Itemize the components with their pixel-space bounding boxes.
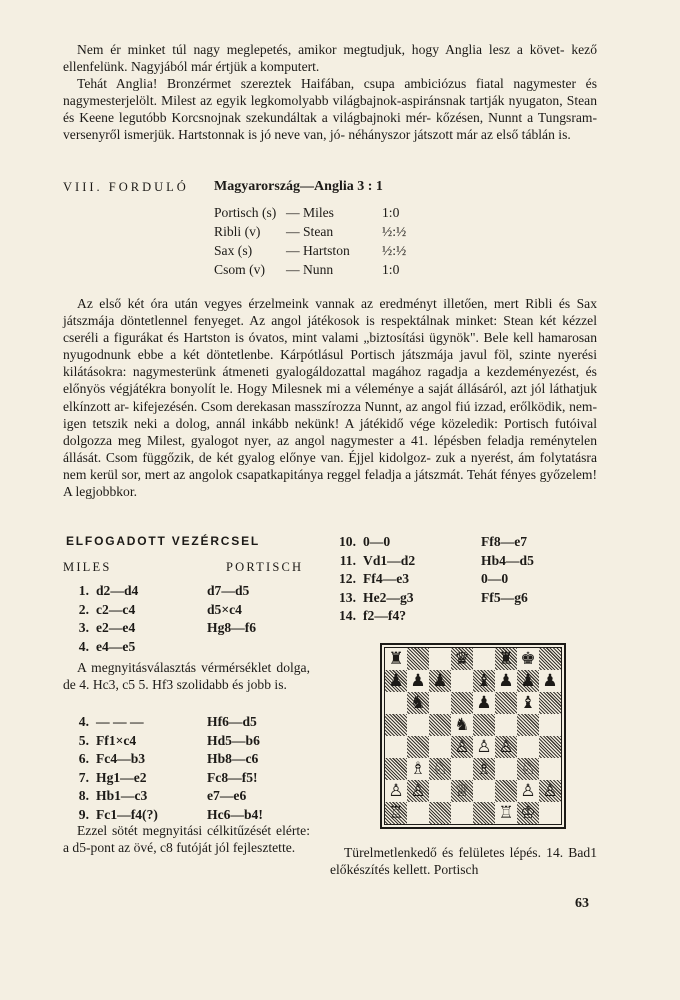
text-line: és Sax játszmája döntetlennel fenyeget. Az angol játékosok is respektálnak minket: — [63, 296, 597, 329]
move-row — [63, 582, 256, 601]
move-number: 12. — [339, 571, 356, 586]
text-line: A megnyitásválasztás vérmérséklet — [77, 660, 272, 675]
black-move: Hb8—c6 — [207, 751, 259, 766]
move-row — [63, 713, 263, 732]
board-square — [385, 780, 407, 802]
board-square — [451, 648, 473, 670]
chess-piece: ♖ — [498, 802, 514, 823]
board-square — [407, 758, 429, 780]
away-player: — Nunn — [286, 262, 334, 277]
move-number: 9. — [78, 806, 89, 822]
move-number: 13. — [339, 589, 356, 605]
home-player: Csom (v) — [214, 262, 265, 277]
board-square — [495, 802, 517, 824]
results-table — [214, 203, 422, 279]
board-square — [385, 758, 407, 780]
move-number: 11. — [339, 552, 356, 568]
white-player-name: MILES — [63, 560, 112, 574]
board-square — [539, 648, 561, 670]
home-player: Ribli (v) — [214, 224, 261, 239]
text-line: le. Hogy Milesnek mi a véleménye a saját állásáról, azt jól láthatjuk elkínzott ar- — [63, 381, 597, 414]
white-move: Fc4—b3 — [96, 751, 146, 766]
move-row — [63, 619, 256, 638]
board-square — [539, 758, 561, 780]
board-square — [451, 736, 473, 758]
move-number: 10. — [339, 534, 356, 549]
round-label: VIII. FORDULÓ — [63, 180, 189, 194]
board-square — [429, 648, 451, 670]
board-square — [385, 692, 407, 714]
text-line: kező ellenfelünk. Nagyjából már értjük a komputert. — [63, 42, 597, 75]
score: ½:½ — [382, 243, 407, 258]
text-line: dolga, de 4. Hc3, c5 5. Hf3 szolidabb — [63, 660, 310, 693]
move-number: 2. — [78, 601, 89, 617]
move-list — [63, 713, 263, 824]
black-move: 0—0 — [481, 571, 509, 586]
board-square — [495, 736, 517, 758]
chess-board — [384, 647, 562, 825]
chess-piece: ♙ — [476, 736, 492, 757]
move-row — [63, 769, 263, 788]
chess-piece: ♛ — [454, 648, 470, 669]
white-move: — — — — [96, 714, 144, 729]
white-move: e4—e5 — [96, 638, 136, 654]
annotation — [63, 659, 310, 694]
board-square — [385, 648, 407, 670]
diagram-caption — [330, 844, 597, 879]
black-move: e7—e6 — [207, 788, 247, 803]
move-list — [330, 533, 534, 626]
text-line: Ezzel sötét megnyitási célkitűzését — [77, 823, 272, 838]
white-move: Hb1—c3 — [96, 788, 148, 803]
black-move: Hf6—d5 — [207, 714, 257, 729]
board-square — [539, 780, 561, 802]
board-square — [473, 648, 495, 670]
move-number: 5. — [78, 732, 89, 748]
chess-piece: ♜ — [498, 648, 514, 669]
text-line: gyalogáldozattal magához ragadja a kezdeményezést, és előnyös végjátékra bonyolít — [63, 364, 597, 397]
score: 1:0 — [382, 262, 400, 277]
white-move: Fc1—f4(?) — [96, 806, 158, 822]
board-square — [517, 692, 539, 714]
board-square — [473, 692, 495, 714]
white-move: f2—f4? — [363, 608, 407, 623]
board-square — [495, 670, 517, 692]
text-line: néhányszor játszott már az első táblán is. — [348, 127, 571, 143]
score: ½:½ — [382, 224, 407, 239]
board-square — [517, 714, 539, 736]
text-line: és nagymesterjelölt. Milest az egyik legkomolyabb világbajnok-aspiránsnak tartják — [63, 76, 597, 109]
chess-piece: ♜ — [388, 648, 404, 669]
text-line: feladja reménytelen állását. Csom függőzik, de két gyalog előnye van. Éjjel kidolgoz- — [63, 432, 597, 465]
text-line: fejlesztette. — [232, 840, 296, 856]
chess-piece: ♙ — [498, 736, 514, 757]
board-square — [385, 714, 407, 736]
text-line: Stean két kézzel cseréli a figurákat és Hartston is óvatos, mint valami „biztosítási — [63, 313, 597, 346]
result-row — [214, 260, 422, 279]
text-line: 14. Bad1 előkészítés kellett. Portisch — [330, 845, 597, 878]
board-square — [473, 714, 495, 736]
text-line: futóival dolgozza meg Milest, gyalogot nyer, az angol nagymester a 41. lépésben — [63, 415, 597, 448]
chess-piece: ♟ — [476, 692, 492, 713]
board-square — [385, 802, 407, 824]
report-paragraph — [63, 295, 597, 500]
text-line: Az első két óra után vegyes érzelmeink vannak az eredményt illetően, mert Ribli — [77, 296, 553, 311]
result-row — [214, 222, 422, 241]
white-move: Vd1—d2 — [363, 552, 416, 568]
score: 1:0 — [382, 205, 400, 220]
black-player-name: PORTISCH — [226, 560, 304, 574]
text-line: ügynök". Bele kell hamarosan nyugodnunk ebbe a két döntetlenbe. Kárpótlásul — [63, 330, 598, 363]
chess-piece: ♚ — [520, 648, 536, 669]
text-line: feladja a játszmát. Tehát fényes győzelem! A legjobbkor. — [63, 466, 598, 500]
white-move: He2—g3 — [363, 589, 414, 605]
board-square — [407, 648, 429, 670]
board-square — [407, 670, 429, 692]
board-square — [473, 758, 495, 780]
white-move: Ff4—e3 — [363, 571, 410, 586]
board-square — [451, 780, 473, 802]
text-line: Tehát Anglia! Bronzérmet szereztek Haifában, csupa ambiciózus fiatal nagymester — [77, 76, 577, 92]
white-move: Hg1—e2 — [96, 769, 147, 785]
board-square — [539, 670, 561, 692]
chess-piece: ♟ — [388, 670, 404, 691]
board-square — [429, 714, 451, 736]
black-move: Ff5—g6 — [481, 589, 528, 605]
white-move: e2—e4 — [96, 620, 136, 635]
black-move: Hc6—b4! — [207, 806, 263, 822]
board-square — [495, 692, 517, 714]
board-square — [473, 736, 495, 758]
board-square — [539, 736, 561, 758]
board-square — [517, 648, 539, 670]
chess-piece: ♝ — [520, 692, 536, 713]
move-row — [330, 533, 534, 552]
move-row — [330, 607, 534, 626]
black-move: Hg8—f6 — [207, 620, 257, 635]
chess-piece: ♞ — [454, 714, 470, 735]
text-line: Türelmetlenkedő és felületes lépés. — [344, 845, 541, 860]
move-list — [63, 582, 256, 656]
chess-diagram — [380, 643, 566, 829]
result-row — [214, 203, 422, 222]
annotation — [63, 822, 310, 857]
away-player: — Hartston — [286, 243, 350, 258]
chess-piece: ♟ — [432, 670, 448, 691]
opening-title: ELFOGADOTT VEZÉRCSEL — [66, 534, 261, 548]
board-square — [429, 758, 451, 780]
chess-piece: ♘ — [520, 758, 536, 779]
board-square — [495, 758, 517, 780]
black-move: d5×c4 — [207, 601, 242, 617]
board-square — [495, 780, 517, 802]
move-number: 4. — [78, 638, 89, 654]
board-square — [495, 714, 517, 736]
text-line: Nem ér minket túl nagy meglepetés, amikor megtudjuk, hogy Anglia lesz a követ- — [77, 42, 565, 57]
board-square — [517, 758, 539, 780]
chess-piece: ♝ — [476, 670, 492, 691]
white-move: 0—0 — [363, 534, 391, 549]
board-square — [539, 714, 561, 736]
move-row — [63, 638, 256, 657]
board-square — [473, 780, 495, 802]
intro-paragraph — [63, 41, 597, 144]
board-square — [429, 692, 451, 714]
move-number: 7. — [78, 769, 89, 785]
board-square — [539, 802, 561, 824]
text-line: Portisch játszmája javul föl, szinte nyerési kilátásokra: nagymesterünk átmeneti — [63, 347, 598, 380]
move-row — [63, 732, 263, 751]
chess-piece: ♔ — [520, 802, 536, 823]
black-move: Ff8—e7 — [481, 534, 528, 549]
home-player: Portisch (s) — [214, 205, 277, 220]
page-number: 63 — [575, 896, 589, 911]
chess-piece: ♗ — [476, 758, 492, 779]
chess-piece: ♖ — [388, 802, 404, 823]
chess-piece: ♟ — [410, 670, 426, 691]
move-row — [330, 552, 534, 571]
board-square — [407, 802, 429, 824]
chess-piece: ♟ — [498, 670, 514, 691]
chess-piece: ♘ — [432, 758, 448, 779]
black-move: Hb4—d5 — [481, 552, 534, 568]
move-row — [63, 601, 256, 620]
black-move: d7—d5 — [207, 583, 250, 598]
home-player: Sax (s) — [214, 243, 253, 258]
chess-piece: ♙ — [520, 780, 536, 801]
move-row — [330, 570, 534, 589]
text-line: igen tetszik neki a dolog, annál inkább nekünk! A játékidő vége közeledik: Portisch — [63, 415, 549, 431]
board-square — [451, 714, 473, 736]
chess-piece: ♕ — [454, 780, 470, 801]
text-line: kőzésen, Nunnt a Tungsram-versenyről ismerjük. Hartstonnak is jó neve van, jó- — [63, 110, 597, 143]
board-square — [429, 780, 451, 802]
move-number: 3. — [78, 620, 89, 635]
board-square — [429, 736, 451, 758]
white-move: Ff1×c4 — [96, 732, 137, 748]
board-square — [517, 802, 539, 824]
chess-piece: ♙ — [542, 780, 558, 801]
move-row — [63, 750, 263, 769]
move-number: 4. — [78, 714, 89, 729]
chess-piece: ♟ — [542, 670, 558, 691]
text-line: nyugaton, Stean és Keene legutóbb Korcsnojnak szekundáltak a világbajnoki mér- — [63, 93, 598, 126]
move-row — [63, 787, 263, 806]
board-square — [451, 692, 473, 714]
board-square — [451, 758, 473, 780]
board-square — [407, 714, 429, 736]
black-move: Fc8—f5! — [207, 769, 258, 785]
move-number: 8. — [78, 788, 89, 803]
chess-piece: ♙ — [454, 736, 470, 757]
board-square — [407, 780, 429, 802]
move-number: 6. — [78, 751, 89, 766]
text-line: zuk a nyerést, ám folytatásra nem kerül sor, mert az angolok csapatkapitánya reggel — [63, 449, 597, 482]
move-number: 1. — [78, 583, 89, 598]
board-square — [385, 736, 407, 758]
white-move: d2—d4 — [96, 583, 139, 598]
board-square — [451, 802, 473, 824]
board-square — [407, 692, 429, 714]
board-square — [407, 736, 429, 758]
board-square — [451, 670, 473, 692]
text-line: kifejezésén. Csom derekasan masszírozza Nunnt, az angol fiú izzad, erőlködik, nem- — [132, 398, 597, 414]
chess-piece: ♗ — [410, 758, 426, 779]
board-square — [429, 670, 451, 692]
match-title: Magyarország—Anglia 3 : 1 — [214, 179, 383, 194]
chess-piece: ♟ — [520, 670, 536, 691]
chess-piece: ♙ — [388, 780, 404, 801]
board-square — [517, 736, 539, 758]
white-move: c2—c4 — [96, 601, 136, 617]
board-square — [517, 670, 539, 692]
black-move: Hd5—b6 — [207, 732, 260, 748]
move-row — [330, 589, 534, 608]
away-player: — Stean — [286, 224, 334, 239]
chess-piece: ♙ — [410, 780, 426, 801]
away-player: — Miles — [286, 205, 334, 220]
board-square — [429, 802, 451, 824]
board-square — [495, 648, 517, 670]
chess-piece: ♞ — [410, 692, 426, 713]
result-row — [214, 241, 422, 260]
board-square — [473, 802, 495, 824]
move-number: 14. — [339, 608, 356, 623]
board-square — [517, 780, 539, 802]
board-square — [539, 692, 561, 714]
board-square — [385, 670, 407, 692]
text-line: és jobb is. — [232, 677, 287, 693]
board-square — [473, 670, 495, 692]
text-line: elérte: a d5-pont az övé, c8 futóját jól — [63, 823, 310, 856]
